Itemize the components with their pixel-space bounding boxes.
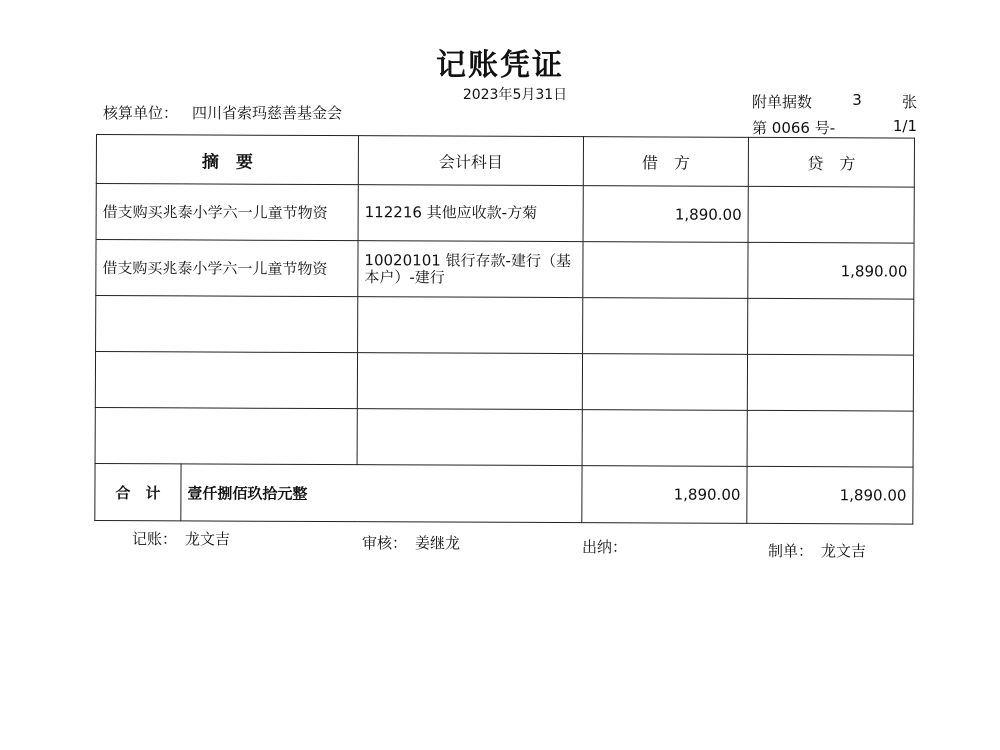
header-debit: 借 方 (583, 137, 748, 187)
voucher-page: 1/1 (892, 117, 917, 135)
row-credit: 1,890.00 (748, 242, 914, 299)
maker (768, 540, 866, 561)
row-account (357, 353, 582, 410)
attachment-info (752, 91, 917, 143)
row-credit (747, 354, 913, 411)
attachment-count: 3 (852, 91, 862, 109)
bookkeeper (132, 528, 230, 549)
total-debit: 1,890.00 (582, 466, 747, 524)
maker-name: 龙文吉 (821, 542, 867, 560)
table-row (95, 407, 913, 467)
row-account: 10020101 银行存款-建行（基本户）-建行 (358, 241, 583, 298)
row-summary (96, 296, 358, 353)
table-header-row (96, 135, 914, 188)
row-account (358, 297, 583, 354)
row-credit (748, 298, 914, 355)
unit-value: 四川省索玛慈善基金会 (192, 104, 343, 122)
voucher-table (94, 134, 915, 525)
voucher-title: 记账凭证 (436, 48, 564, 83)
header-summary: 摘 要 (96, 135, 358, 185)
reviewer (362, 532, 460, 553)
row-debit (583, 298, 748, 355)
row-credit (747, 410, 913, 467)
row-summary: 借支购买兆泰小学六一儿童节物资 (96, 240, 358, 297)
unit-label: 核算单位： (103, 104, 179, 122)
total-credit: 1,890.00 (747, 466, 913, 524)
row-summary: 借支购买兆泰小学六一儿童节物资 (96, 184, 358, 241)
row-account (357, 409, 582, 466)
attachment-label: 附单据数 (752, 93, 813, 111)
maker-label: 制单： (768, 542, 814, 560)
row-debit (582, 410, 747, 467)
voucher-prefix: 第 (752, 119, 768, 137)
table-row (96, 240, 914, 300)
row-summary (95, 407, 357, 464)
total-row (95, 463, 913, 524)
row-credit (748, 186, 914, 243)
cashier-label: 出纳： (582, 538, 628, 556)
cashier (582, 536, 635, 557)
row-debit (582, 354, 747, 411)
bookkeeper-name: 龙文吉 (185, 530, 231, 548)
accounting-unit (103, 102, 342, 123)
table-row (95, 352, 913, 412)
bookkeeper-label: 记账： (132, 530, 178, 548)
attachment-unit: 张 (901, 93, 917, 111)
row-debit: 1,890.00 (583, 186, 748, 243)
reviewer-name: 姜继龙 (415, 534, 461, 552)
table-row (96, 296, 914, 356)
voucher-date: 2023年5月31日 (462, 87, 568, 103)
row-account: 112216 其他应收款-方菊 (358, 185, 583, 242)
table-row (96, 184, 914, 244)
voucher-number: 0066 (771, 119, 810, 137)
reviewer-label: 审核： (362, 534, 408, 552)
row-debit (583, 242, 748, 299)
header-credit: 贷 方 (748, 137, 914, 187)
total-label: 合 计 (95, 463, 181, 520)
voucher-suffix: 号- (814, 119, 836, 137)
row-summary (95, 352, 357, 409)
total-amount-words: 壹仟捌佰玖拾元整 (181, 464, 582, 523)
header-account: 会计科目 (358, 136, 583, 186)
